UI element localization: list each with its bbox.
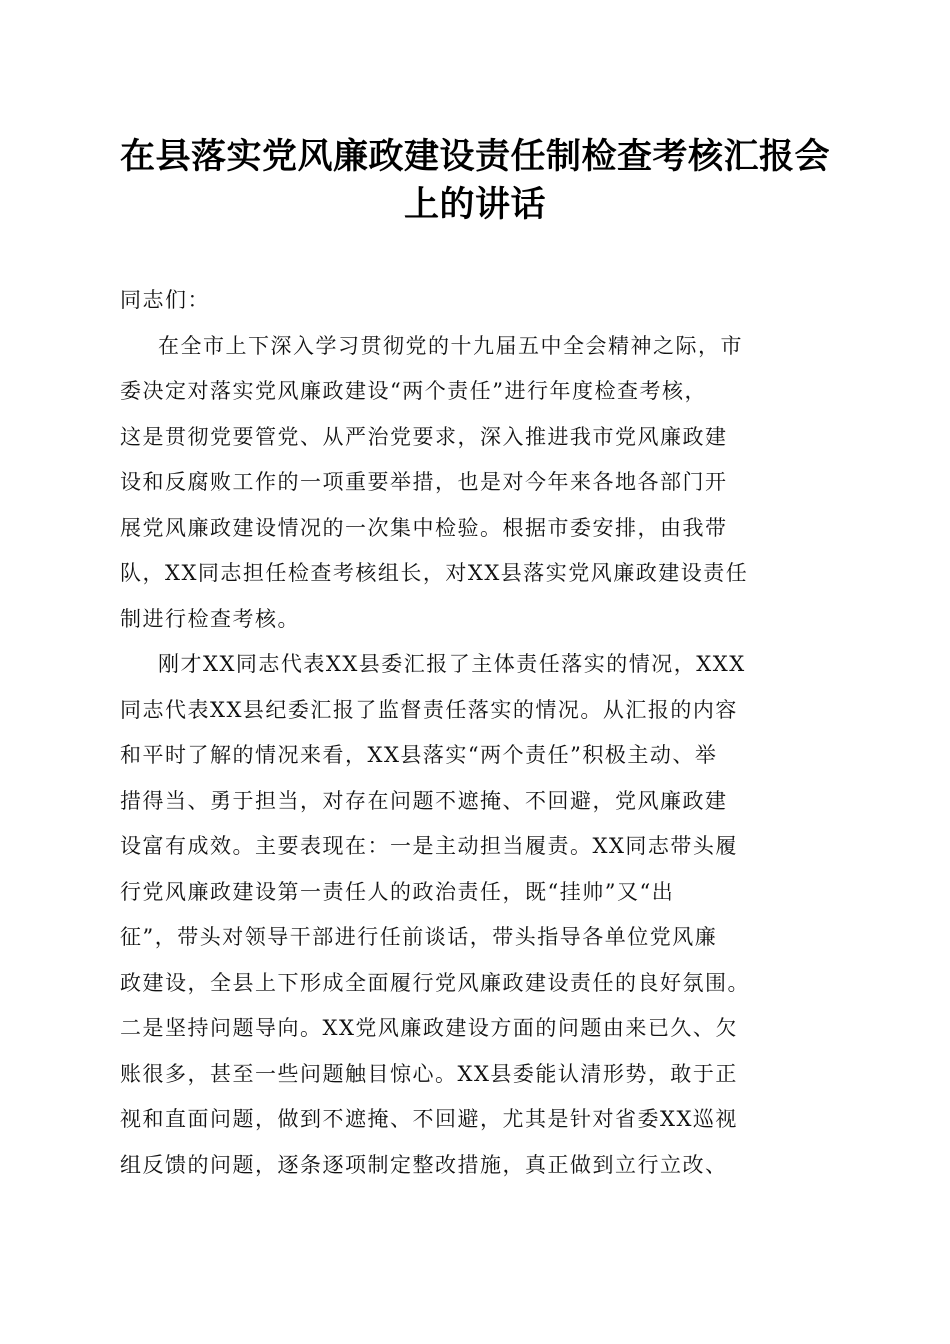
paragraph-2-line-2: 同志代表XX县纪委汇报了监督责任落实的情况。从汇报的内容 [120, 697, 738, 722]
paragraph-2-line-6: 行党风廉政建设第一责任人的政治责任，既“挂帅”又“出 [120, 879, 675, 904]
paragraph-1-line-4: 设和反腐败工作的一项重要举措，也是对今年来各地各部门开 [120, 470, 728, 494]
paragraph-2-line-3: 和平时了解的情况来看，XX县落实“两个责任”积极主动、举 [120, 743, 718, 767]
page-title [100, 133, 850, 229]
paragraph-1-line-7: 制进行检查考核。 [120, 606, 300, 631]
title-line-1: 在县落实党风廉政建设责任制检查考核汇报会 [119, 136, 830, 177]
salutation: 同志们： [120, 288, 210, 312]
title-line-2: 上的讲话 [403, 184, 546, 225]
paragraph-1-line-5: 展党风廉政建设情况的一次集中检验。根据市委安排，由我带 [120, 515, 728, 540]
paragraph-1-line-1: 在全市上下深入学习贯彻党的十九届五中全会精神之际，市 [158, 333, 743, 358]
paragraph-2-line-5: 设富有成效。主要表现在：一是主动担当履责。XX同志带头履 [120, 834, 738, 858]
paragraph-2-line-11: 视和直面问题，做到不遮掩、不回避，尤其是针对省委XX巡视 [120, 1107, 738, 1131]
paragraph-1-line-2: 委决定对落实党风廉政建设“两个责任”进行年度检查考核， [120, 379, 707, 403]
paragraph-1-line-3: 这是贯彻党要管党、从严治党要求，深入推进我市党风廉政建 [120, 424, 728, 449]
paragraph-2-line-7: 征”，带头对领导干部进行任前谈话，带头指导各单位党风廉 [120, 925, 718, 949]
paragraph-2-line-8: 政建设，全县上下形成全面履行党风廉政建设责任的良好氛围。 [120, 970, 750, 995]
paragraph-1-line-6: 队，XX同志担任检查考核组长，对XX县落实党风廉政建设责任 [120, 561, 749, 585]
paragraph-2-line-12: 组反馈的问题，逐条逐项制定整改措施，真正做到立行立改、 [120, 1152, 728, 1177]
paragraph-2-line-1: 刚才XX同志代表XX县委汇报了主体责任落实的情况，XXX [158, 652, 746, 676]
paragraph-2-line-4: 措得当、勇于担当，对存在问题不遮掩、不回避，党风廉政建 [120, 788, 728, 813]
paragraph-2-line-9: 二是坚持问题导向。XX党风廉政建设方面的问题由来已久、欠 [120, 1016, 738, 1040]
body-text [120, 278, 840, 1188]
paragraph-2-line-10: 账很多，甚至一些问题触目惊心。XX县委能认清形势，敢于正 [120, 1061, 738, 1086]
